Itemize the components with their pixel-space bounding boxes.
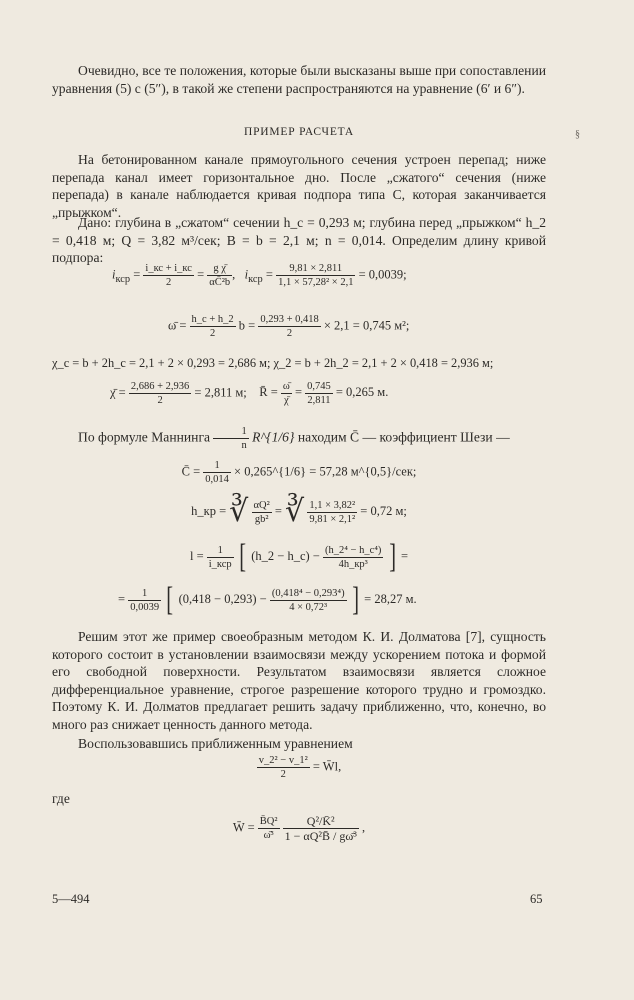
equation-critical-depth: h_кр = ∛ $\frac{\text{αQ²}}{\text{gb²}}$ = ∛ $\frac{\text{1,1 × 3,82²}}{\text{9,81 × 2,1²}}$ = 0,72 м; — [191, 495, 407, 528]
equation-hydraulic-radius: R̄ = $\frac{\omegā}{\chī}$ = $\frac{0,745}{2,811}$ = 0,265 м. — [259, 381, 389, 406]
equation-slope: $i_{кср}$ = $\frac{i\_кс + i\_кс}{2}$ = $\frac{\text{g χ̄}}{\text{αC̄²b}}$ , $i_{кср}$ = $\frac{9,81 \times 2,811}{\text{1,1 × 57,28² × 2,1}}$ = 0,0039; — [112, 263, 407, 288]
cube-root-symbol: ∛ — [229, 495, 249, 528]
equation-chezy: C̄ = $\frac{1}{0,014}$ × 0,265^{1/6} = 57,28 м^{0,5}/сек; — [181, 460, 417, 485]
paragraph-given: Дано: глубина в „сжатом“ сечении h_c = 0,293 м; глубина перед „прыжком“ h_2 = 0,418 м; Q = 3,82 м³/сек; B = b = 2,1 м; n = 0,014. Определим длину кривой подпора: — [52, 215, 546, 266]
fraction-slope-values: $\frac{9,81 \times 2,811}{\text{1,1 × 57,28² × 2,1}}$ — [278, 263, 354, 288]
equation-length-general: l = $\frac{1}{\text{i\_кср}}$ [ (h_2 − h_c) − $\frac{\text{(h\_2⁴ − h\_c⁴)}}{\text{4h\_кр³}}$ ] = — [189, 538, 409, 575]
margin-mark: § — [575, 129, 580, 140]
printer-signature: 5—494 — [52, 892, 90, 906]
equation-w: W̄ = $\frac{\text{B̄Q²}}{\text{ω̄³}}$ $\frac{\text{Q²/K̄²}}{\text{1 − αQ²B̄ / gω̄³}}$ , — [232, 814, 366, 843]
paragraph-manning: По формуле Маннинга $\frac{1}{n}$ R^{1/6} находим C̄ — коэффициент Шези — — [78, 426, 510, 451]
paragraph-intro: Очевидно, все те положения, которые были высказаны выше при сопоставлении уравнения (5) с (5″), в такой же степени распространяются на уравнение (6′ и 6″). — [52, 63, 546, 96]
paragraph-dolmatov: Решим этот же пример своеобразным методом К. И. Долматова [7], сущность которого состоит в установлении взаимосвязи между ускорением потока и формой его свободной поверхности. Результатом взаимосвязи является сложное дифференциальное уравнение, строгое разрешение которого трудно и громоздко. Поэтому К. И. Долматов предлагает решить задачу приближенно, что, конечно, во много раз снижает ценность данного метода. — [52, 629, 546, 732]
label-where: где — [52, 791, 70, 806]
equation-area: ω̄ = $\frac{h\_c + h\_2}{2}$ b = $\frac{0,293 + 0,418}{2}$ × 2,1 = 0,745 м²; — [168, 314, 410, 339]
equation-mean-perimeter: χ̄ = $\frac{2,686 + 2,936}{2}$ = 2,811 м; R̄ = $\frac{\omegā}{\chī}$ = $\frac{0,745}{2,811}$ = 0,265 м. — [110, 381, 389, 406]
fraction-slope-avg: $\frac{i\_кс + i\_кс}{2}$ — [145, 263, 192, 288]
equation-wetted-perimeter: χ_c = b + 2h_c = 2,1 + 2 × 0,293 = 2,686 м; χ_2 = b + 2h_2 = 2,1 + 2 × 0,418 = 2,936 м; — [52, 356, 494, 370]
fraction-slope-chezy: $\frac{\text{g χ̄}}{\text{αC̄²b}}$ — [209, 263, 231, 288]
paragraph-approx: Воспользовавшись приближенным уравнением — [78, 736, 353, 751]
paragraph-problem: На бетонированном канале прямоугольного сечения устроен перепад; ниже перепада канал имеет горизонтальное дно. После „сжатого“ сечения (ниже перепада) в канале наблюдается кривая подпора типа C, которая заканчивается „прыжком“. — [52, 152, 546, 220]
section-heading: ПРИМЕР РАСЧЕТА — [243, 126, 355, 138]
equation-length-numeric: = $\frac{1}{0,0039}$ [ (0,418 − 0,293) − $\frac{\text{(0,418⁴ − 0,293⁴)}}{\text{4 × 0,72³}}$ ] = 28,27 м. — [118, 581, 417, 618]
equation-velocity: $\frac{\text{v\_2² − v\_1²}}{2}$ = W̄l, — [258, 755, 342, 780]
page-number: 65 — [530, 892, 543, 906]
